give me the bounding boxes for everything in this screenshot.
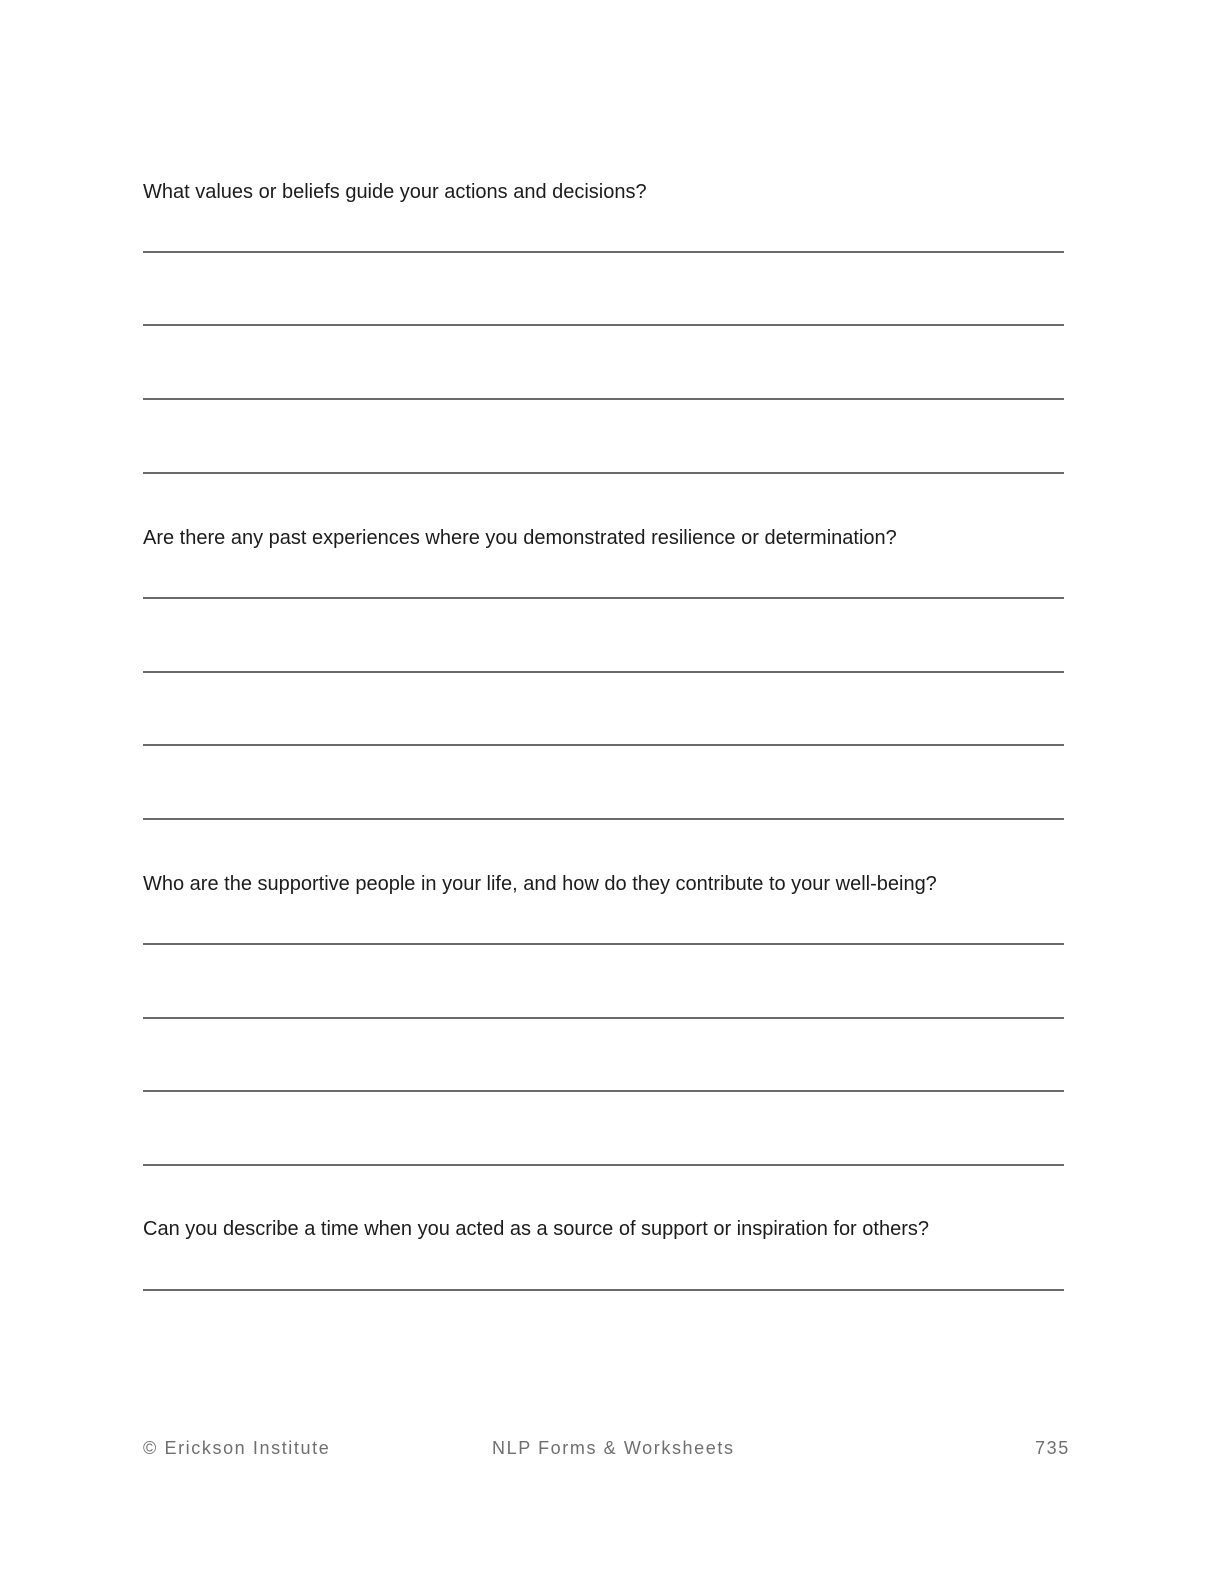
answer-line[interactable] xyxy=(143,1289,1064,1291)
answer-line[interactable] xyxy=(143,251,1064,253)
question-1: What values or beliefs guide your actions and decisions? xyxy=(143,181,647,203)
answer-line[interactable] xyxy=(143,1017,1064,1019)
question-2: Are there any past experiences where you demonstrated resilience or determination? xyxy=(143,527,897,549)
answer-line[interactable] xyxy=(143,1164,1064,1166)
footer-copyright: © Erickson Institute xyxy=(143,1438,331,1458)
answer-line[interactable] xyxy=(143,744,1064,746)
answer-line[interactable] xyxy=(143,1090,1064,1092)
question-3: Who are the supportive people in your life, and how do they contribute to your well-being? xyxy=(143,873,937,895)
answer-line[interactable] xyxy=(143,943,1064,945)
answer-line[interactable] xyxy=(143,472,1064,474)
question-4: Can you describe a time when you acted as a source of support or inspiration for others? xyxy=(143,1218,929,1240)
answer-line[interactable] xyxy=(143,398,1064,400)
answer-line[interactable] xyxy=(143,818,1064,820)
footer-title: NLP Forms & Worksheets xyxy=(492,1438,735,1458)
answer-line[interactable] xyxy=(143,671,1064,673)
answer-line[interactable] xyxy=(143,597,1064,599)
answer-line[interactable] xyxy=(143,324,1064,326)
page-number: 735 xyxy=(1035,1438,1070,1458)
